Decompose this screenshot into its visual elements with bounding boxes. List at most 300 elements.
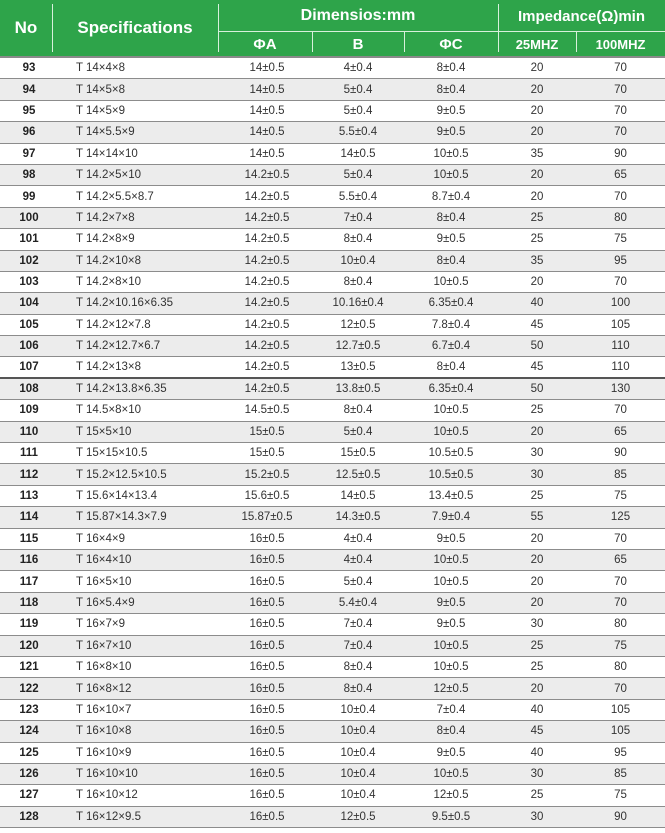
row-number: 117 <box>19 575 39 588</box>
header-divider <box>312 32 313 52</box>
row-phi-c: 10±0.5 <box>433 554 469 567</box>
row-phi-a: 16±0.5 <box>249 639 285 652</box>
table-row <box>0 721 665 742</box>
row-phi-a: 14.2±0.5 <box>244 361 290 374</box>
row-impedance-25mhz: 30 <box>530 810 544 823</box>
row-number: 127 <box>19 789 39 802</box>
row-impedance-25mhz: 55 <box>530 511 544 524</box>
row-phi-c: 9±0.5 <box>436 532 466 545</box>
row-phi-a: 14±0.5 <box>249 83 285 96</box>
row-impedance-25mhz: 25 <box>530 789 544 802</box>
row-phi-c: 8±0.4 <box>436 361 466 374</box>
row-phi-a: 16±0.5 <box>249 532 285 545</box>
row-impedance-100mhz: 130 <box>610 383 631 396</box>
row-phi-c: 8±0.4 <box>436 725 466 738</box>
row-number: 107 <box>19 361 39 374</box>
row-impedance-25mhz: 45 <box>530 318 544 331</box>
row-number: 103 <box>19 276 39 289</box>
row-specification: T 14.2×5×10 <box>76 169 142 182</box>
row-number: 124 <box>19 725 39 738</box>
row-phi-c: 9±0.5 <box>436 746 466 759</box>
row-phi-c: 12±0.5 <box>433 682 469 695</box>
row-impedance-100mhz: 80 <box>614 618 627 631</box>
table-row <box>0 251 665 272</box>
row-specification: T 16×4×9 <box>76 532 126 545</box>
row-number: 128 <box>19 810 39 823</box>
table-row <box>0 336 665 357</box>
row-number: 97 <box>22 147 36 160</box>
row-b: 5±0.4 <box>343 83 373 96</box>
row-number: 121 <box>19 661 39 674</box>
row-impedance-100mhz: 75 <box>614 639 627 652</box>
row-number: 101 <box>19 233 39 246</box>
row-phi-a: 15±0.5 <box>249 447 285 460</box>
row-impedance-25mhz: 20 <box>530 169 544 182</box>
row-phi-c: 10.5±0.5 <box>428 447 474 460</box>
row-number: 125 <box>19 746 39 759</box>
row-b: 14±0.5 <box>340 490 376 502</box>
row-b: 7±0.4 <box>343 211 373 224</box>
table-row <box>0 272 665 293</box>
row-phi-c: 9±0.5 <box>436 126 466 139</box>
row-phi-c: 6.35±0.4 <box>428 383 474 396</box>
row-b: 8±0.4 <box>343 233 373 246</box>
table-row <box>0 293 665 314</box>
row-impedance-25mhz: 50 <box>530 383 544 396</box>
row-number: 111 <box>20 447 38 460</box>
row-phi-c: 9±0.5 <box>436 596 466 609</box>
row-phi-a: 14.2±0.5 <box>244 169 290 182</box>
row-impedance-100mhz: 70 <box>614 104 627 117</box>
table-row <box>0 122 665 143</box>
table-header <box>0 0 665 56</box>
row-b: 7±0.4 <box>343 639 373 652</box>
row-impedance-100mhz: 70 <box>614 276 627 289</box>
row-impedance-100mhz: 110 <box>611 361 630 374</box>
row-phi-a: 16±0.5 <box>249 746 285 759</box>
table-row <box>0 379 665 400</box>
header-divider <box>498 4 499 52</box>
row-phi-c: 10±0.5 <box>433 768 469 781</box>
row-b: 4±0.4 <box>343 62 373 75</box>
row-impedance-25mhz: 45 <box>530 725 544 738</box>
row-b: 7±0.4 <box>343 618 373 631</box>
row-specification: T 14.2×13×8 <box>76 361 142 374</box>
table-row <box>0 208 665 229</box>
row-specification: T 15.87×14.3×7.9 <box>76 511 167 524</box>
row-specification: T 14.2×7×8 <box>76 211 135 224</box>
row-specification: T 15.6×14×13.4 <box>76 490 157 502</box>
row-number: 119 <box>19 618 39 631</box>
row-b: 10±0.4 <box>340 789 376 802</box>
row-impedance-25mhz: 20 <box>530 425 544 438</box>
row-impedance-25mhz: 20 <box>530 554 544 567</box>
row-impedance-100mhz: 125 <box>610 511 631 524</box>
row-number: 120 <box>19 639 39 652</box>
row-impedance-100mhz: 65 <box>614 169 627 182</box>
row-impedance-100mhz: 70 <box>614 575 627 588</box>
row-phi-c: 6.7±0.4 <box>431 340 471 353</box>
row-specification: T 16×8×10 <box>76 661 132 674</box>
row-b: 5±0.4 <box>343 425 373 438</box>
row-impedance-100mhz: 105 <box>610 318 631 331</box>
row-phi-c: 12±0.5 <box>433 789 469 802</box>
row-impedance-25mhz: 30 <box>530 447 544 460</box>
row-b: 10±0.4 <box>340 703 376 716</box>
row-impedance-100mhz: 95 <box>614 746 627 759</box>
row-phi-a: 14.2±0.5 <box>244 233 290 246</box>
row-impedance-25mhz: 25 <box>530 211 544 224</box>
row-impedance-25mhz: 50 <box>530 340 544 353</box>
row-b: 10±0.4 <box>340 725 376 738</box>
row-specification: T 16×7×10 <box>76 639 132 652</box>
table-row <box>0 636 665 657</box>
row-impedance-100mhz: 105 <box>610 703 631 716</box>
row-phi-c: 9±0.5 <box>436 233 466 246</box>
row-specification: T 14.2×12.7×6.7 <box>76 340 161 353</box>
row-phi-a: 14.2±0.5 <box>244 340 290 353</box>
row-impedance-100mhz: 80 <box>614 211 627 224</box>
row-phi-a: 16±0.5 <box>249 810 285 823</box>
table-row <box>0 700 665 721</box>
row-b: 8±0.4 <box>343 682 373 695</box>
table-row <box>0 678 665 699</box>
row-b: 12±0.5 <box>340 810 376 823</box>
header-divider <box>218 4 219 52</box>
row-impedance-25mhz: 30 <box>530 468 544 481</box>
row-impedance-100mhz: 90 <box>614 447 627 460</box>
table-row <box>0 486 665 507</box>
row-specification: T 16×10×10 <box>76 768 138 781</box>
row-phi-a: 16±0.5 <box>249 768 285 781</box>
row-phi-a: 14.2±0.5 <box>244 276 290 289</box>
row-phi-a: 15±0.5 <box>249 425 285 438</box>
row-impedance-25mhz: 25 <box>530 490 544 502</box>
row-phi-a: 16±0.5 <box>249 661 285 674</box>
row-b: 10±0.4 <box>340 768 376 781</box>
row-specification: T 16×5.4×9 <box>76 596 135 609</box>
row-specification: T 16×10×9 <box>76 746 132 759</box>
table-row <box>0 229 665 250</box>
row-specification: T 15.2×12.5×10.5 <box>76 468 167 481</box>
row-specification: T 14×5×9 <box>76 104 126 117</box>
row-phi-a: 14.2±0.5 <box>244 383 290 396</box>
row-impedance-25mhz: 20 <box>530 532 544 545</box>
row-impedance-100mhz: 70 <box>614 83 627 96</box>
header-b: B <box>352 35 364 53</box>
row-b: 5.5±0.4 <box>338 126 378 139</box>
row-number: 100 <box>19 211 39 224</box>
row-b: 12±0.5 <box>340 318 376 331</box>
row-impedance-25mhz: 20 <box>530 83 544 96</box>
row-phi-c: 10.5±0.5 <box>428 468 474 481</box>
row-impedance-25mhz: 20 <box>530 575 544 588</box>
row-phi-c: 6.35±0.4 <box>428 297 474 310</box>
row-impedance-100mhz: 65 <box>614 425 627 438</box>
row-specification: T 14×14×10 <box>76 147 138 160</box>
row-specification: T 15×15×10.5 <box>76 447 148 460</box>
row-number: 99 <box>22 190 36 203</box>
row-phi-c: 8±0.4 <box>436 62 466 75</box>
row-impedance-100mhz: 70 <box>614 126 627 139</box>
table-row <box>0 593 665 614</box>
row-phi-a: 16±0.5 <box>249 554 285 567</box>
row-phi-a: 14±0.5 <box>249 104 285 117</box>
row-number: 98 <box>22 169 36 182</box>
row-specification: T 16×10×8 <box>76 725 132 738</box>
row-phi-c: 8±0.4 <box>436 211 466 224</box>
row-specification: T 16×5×10 <box>76 575 132 588</box>
row-number: 95 <box>22 104 36 117</box>
row-phi-c: 10±0.5 <box>433 147 469 160</box>
row-phi-a: 16±0.5 <box>249 618 285 631</box>
row-impedance-100mhz: 80 <box>614 661 627 674</box>
row-number: 122 <box>19 682 39 695</box>
table-row <box>0 101 665 122</box>
row-number: 123 <box>19 703 39 716</box>
row-phi-a: 14.2±0.5 <box>244 318 290 331</box>
row-impedance-100mhz: 105 <box>610 725 631 738</box>
row-impedance-100mhz: 75 <box>614 789 627 802</box>
row-number: 106 <box>19 340 39 353</box>
header-divider <box>576 32 577 52</box>
row-b: 8±0.4 <box>343 404 373 417</box>
header-no: No <box>14 18 38 37</box>
row-impedance-100mhz: 110 <box>611 340 630 353</box>
row-b: 5.4±0.4 <box>338 596 378 609</box>
row-specification: T 16×8×12 <box>76 682 132 695</box>
row-specification: T 16×10×12 <box>76 789 138 802</box>
row-b: 14.3±0.5 <box>335 511 381 524</box>
row-impedance-25mhz: 30 <box>530 768 544 781</box>
row-specification: T 16×10×7 <box>76 703 132 716</box>
row-impedance-25mhz: 40 <box>530 703 544 716</box>
row-number: 115 <box>19 532 39 545</box>
table-row <box>0 443 665 464</box>
row-impedance-25mhz: 25 <box>530 661 544 674</box>
row-phi-a: 14±0.5 <box>249 126 285 139</box>
row-number: 116 <box>19 554 39 567</box>
table-row <box>0 743 665 764</box>
row-impedance-100mhz: 75 <box>614 490 627 502</box>
table-row <box>0 764 665 785</box>
row-specification: T 14.2×13.8×6.35 <box>76 383 167 396</box>
row-b: 5±0.4 <box>343 104 373 117</box>
row-impedance-25mhz: 40 <box>530 746 544 759</box>
row-specification: T 16×4×10 <box>76 554 132 567</box>
table-row <box>0 357 665 378</box>
table-row <box>0 785 665 806</box>
header-impedance: Impedance(Ω)min <box>517 7 646 25</box>
row-phi-c: 7.9±0.4 <box>431 511 471 524</box>
table-row <box>0 464 665 485</box>
row-impedance-100mhz: 70 <box>614 532 627 545</box>
row-phi-c: 9.5±0.5 <box>431 810 471 823</box>
row-phi-c: 10±0.5 <box>433 276 469 289</box>
row-specification: T 16×12×9.5 <box>76 810 142 823</box>
row-specification: T 14.2×10.16×6.35 <box>76 297 173 310</box>
row-impedance-25mhz: 20 <box>530 682 544 695</box>
row-number: 110 <box>19 425 39 438</box>
row-number: 96 <box>22 126 36 139</box>
row-number: 112 <box>19 468 39 481</box>
row-b: 5.5±0.4 <box>338 190 378 203</box>
row-impedance-25mhz: 45 <box>530 361 544 374</box>
row-impedance-25mhz: 20 <box>530 104 544 117</box>
row-phi-c: 7.8±0.4 <box>431 318 471 331</box>
row-number: 114 <box>19 511 39 524</box>
row-b: 15±0.5 <box>340 447 376 460</box>
table-row <box>0 657 665 678</box>
row-specification: T 14.2×10×8 <box>76 254 142 267</box>
row-specification: T 14.2×8×9 <box>76 233 135 246</box>
row-impedance-25mhz: 25 <box>530 233 544 246</box>
table-row <box>0 571 665 592</box>
row-phi-c: 10±0.5 <box>433 425 469 438</box>
row-phi-c: 7±0.4 <box>436 703 466 716</box>
row-phi-a: 14.2±0.5 <box>244 254 290 267</box>
row-impedance-25mhz: 35 <box>530 254 544 267</box>
table-row <box>0 422 665 443</box>
row-b: 14±0.5 <box>340 147 376 160</box>
table-row <box>0 186 665 207</box>
row-impedance-100mhz: 70 <box>614 62 627 75</box>
row-impedance-100mhz: 100 <box>610 297 631 310</box>
row-impedance-25mhz: 20 <box>530 596 544 609</box>
row-impedance-25mhz: 40 <box>530 297 544 310</box>
table-row <box>0 550 665 571</box>
row-number: 104 <box>19 297 39 310</box>
row-specification: T 14.5×8×10 <box>76 404 142 417</box>
row-phi-a: 15.6±0.5 <box>244 490 290 502</box>
row-phi-c: 9±0.5 <box>436 618 466 631</box>
row-b: 4±0.4 <box>343 532 373 545</box>
row-phi-a: 16±0.5 <box>249 789 285 802</box>
header-divider <box>404 32 405 52</box>
row-impedance-25mhz: 25 <box>530 639 544 652</box>
table-row <box>0 400 665 421</box>
row-b: 12.5±0.5 <box>335 468 381 481</box>
row-phi-a: 15.87±0.5 <box>241 511 293 524</box>
row-phi-c: 10±0.5 <box>433 404 469 417</box>
row-number: 93 <box>22 62 36 75</box>
row-phi-c: 10±0.5 <box>433 169 469 182</box>
table-row <box>0 165 665 186</box>
row-impedance-25mhz: 20 <box>530 190 544 203</box>
row-impedance-100mhz: 75 <box>614 233 627 246</box>
row-phi-a: 16±0.5 <box>249 703 285 716</box>
row-b: 10±0.4 <box>340 254 376 267</box>
row-b: 12.7±0.5 <box>335 340 381 353</box>
row-b: 8±0.4 <box>343 661 373 674</box>
row-phi-c: 10±0.5 <box>433 575 469 588</box>
row-phi-c: 8±0.4 <box>436 254 466 267</box>
row-impedance-25mhz: 30 <box>530 618 544 631</box>
header-specifications: Specifications <box>77 18 193 37</box>
row-impedance-100mhz: 90 <box>614 810 627 823</box>
row-impedance-100mhz: 70 <box>614 404 627 417</box>
row-phi-c: 9±0.5 <box>436 104 466 117</box>
row-phi-a: 14.5±0.5 <box>244 404 290 417</box>
row-phi-a: 16±0.5 <box>249 596 285 609</box>
header-phi-a: ΦA <box>253 35 277 53</box>
row-specification: T 14×4×8 <box>76 62 126 75</box>
header-divider <box>218 31 665 32</box>
row-impedance-25mhz: 20 <box>530 62 544 75</box>
row-b: 4±0.4 <box>343 554 373 567</box>
row-impedance-100mhz: 85 <box>614 468 627 481</box>
row-impedance-25mhz: 20 <box>530 276 544 289</box>
row-impedance-25mhz: 35 <box>530 147 544 160</box>
row-phi-c: 10±0.5 <box>433 639 469 652</box>
table-row <box>0 79 665 100</box>
row-impedance-100mhz: 95 <box>614 254 627 267</box>
table-row <box>0 144 665 165</box>
header-divider <box>52 4 53 52</box>
row-number: 105 <box>19 318 39 331</box>
row-impedance-100mhz: 65 <box>614 554 627 567</box>
row-phi-a: 16±0.5 <box>249 575 285 588</box>
row-specification: T 14×5.5×9 <box>76 126 135 139</box>
row-phi-a: 14.2±0.5 <box>244 211 290 224</box>
table-row <box>0 507 665 528</box>
row-number: 108 <box>19 383 39 396</box>
header-dimensions: Dimensios:mm <box>300 7 416 24</box>
row-number: 126 <box>19 768 39 781</box>
row-b: 5±0.4 <box>343 575 373 588</box>
header-25mhz: 25MHZ <box>515 36 559 52</box>
row-phi-a: 16±0.5 <box>249 725 285 738</box>
row-specification: T 14.2×8×10 <box>76 276 142 289</box>
row-phi-a: 14±0.5 <box>249 147 285 160</box>
row-b: 8±0.4 <box>343 276 373 289</box>
row-number: 109 <box>19 404 39 417</box>
row-phi-c: 13.4±0.5 <box>428 490 474 502</box>
row-b: 13±0.5 <box>340 361 376 374</box>
row-impedance-100mhz: 70 <box>614 596 627 609</box>
row-specification: T 14×5×8 <box>76 83 126 96</box>
row-specification: T 14.2×5.5×8.7 <box>76 190 154 203</box>
row-phi-c: 10±0.5 <box>433 661 469 674</box>
row-impedance-100mhz: 85 <box>614 768 627 781</box>
row-impedance-100mhz: 70 <box>614 682 627 695</box>
row-phi-a: 14.2±0.5 <box>244 190 290 203</box>
row-b: 13.8±0.5 <box>335 383 381 396</box>
row-specification: T 16×7×9 <box>76 618 126 631</box>
row-number: 113 <box>19 490 39 502</box>
table-body <box>0 58 665 828</box>
row-phi-c: 8.7±0.4 <box>431 190 471 203</box>
row-phi-a: 14.2±0.5 <box>244 297 290 310</box>
row-specification: T 14.2×12×7.8 <box>76 318 151 331</box>
table-row <box>0 807 665 828</box>
row-impedance-25mhz: 25 <box>530 404 544 417</box>
table-row <box>0 529 665 550</box>
table-row <box>0 315 665 336</box>
row-b: 5±0.4 <box>343 169 373 182</box>
row-number: 94 <box>22 83 36 96</box>
row-phi-a: 16±0.5 <box>249 682 285 695</box>
row-phi-c: 8±0.4 <box>436 83 466 96</box>
header-100mhz: 100MHZ <box>595 36 646 52</box>
row-specification: T 15×5×10 <box>76 425 132 438</box>
row-phi-a: 15.2±0.5 <box>244 468 290 481</box>
row-number: 118 <box>19 596 39 609</box>
row-b: 10±0.4 <box>340 746 376 759</box>
row-number: 102 <box>19 254 39 267</box>
row-phi-a: 14±0.5 <box>249 62 285 75</box>
row-impedance-100mhz: 70 <box>614 190 627 203</box>
